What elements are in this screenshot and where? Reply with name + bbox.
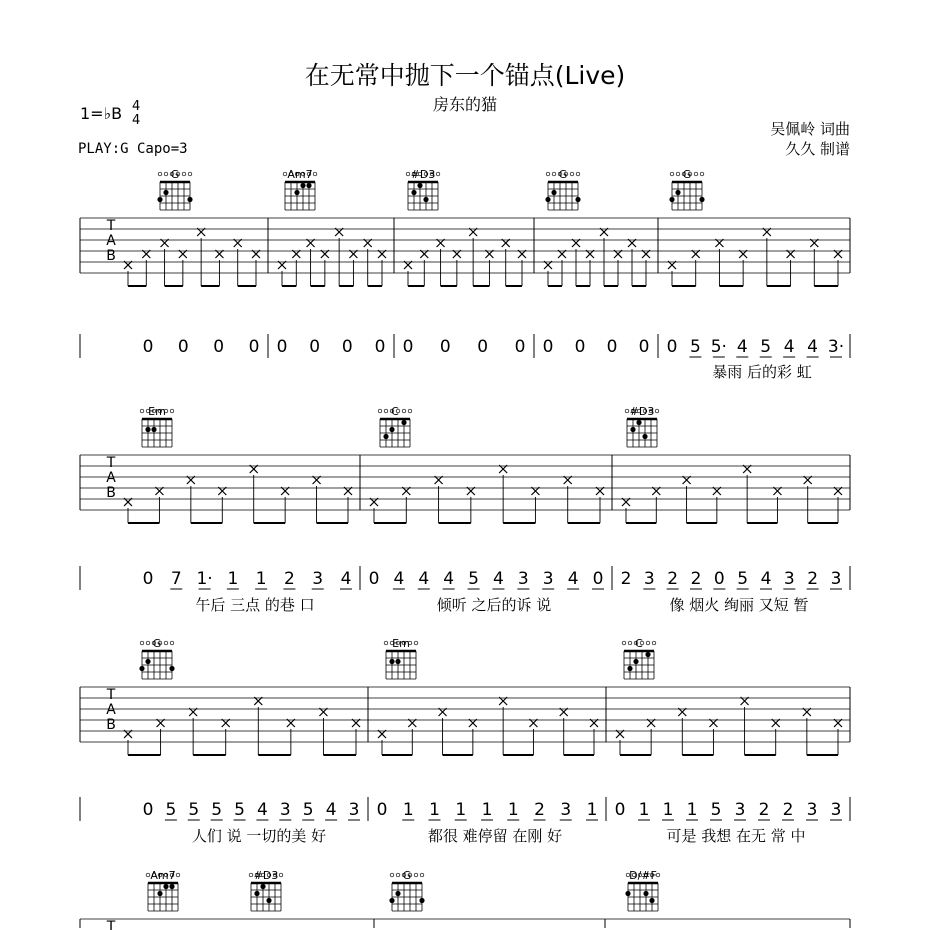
chord-name: G bbox=[152, 637, 162, 650]
jianpu-note: 5 bbox=[760, 337, 772, 357]
open-string-mark bbox=[384, 641, 388, 645]
open-string-mark bbox=[414, 641, 418, 645]
open-string-mark bbox=[146, 873, 150, 877]
jianpu-note: 5 bbox=[468, 569, 479, 589]
jianpu-note: 3 bbox=[806, 800, 818, 820]
chord-finger-dot bbox=[151, 427, 156, 432]
open-string-mark bbox=[655, 409, 659, 413]
tab-letter: A bbox=[106, 470, 116, 486]
chord-name: #D3 bbox=[410, 168, 436, 181]
chord-finger-dot bbox=[643, 891, 648, 896]
jianpu-note: 5 bbox=[710, 800, 722, 820]
chord-diagram bbox=[669, 168, 704, 210]
chord-finger-dot bbox=[669, 197, 674, 202]
tab-letter: T bbox=[106, 455, 116, 471]
chord-name: C bbox=[635, 637, 643, 650]
open-string-mark bbox=[408, 409, 412, 413]
chord-finger-dot bbox=[417, 183, 422, 188]
jianpu-note: 0 bbox=[638, 337, 650, 357]
open-string-mark bbox=[546, 172, 550, 176]
jianpu-note: 0 bbox=[142, 569, 154, 589]
chord-finger-dot bbox=[411, 190, 416, 195]
tab-credit: 久久 制谱 bbox=[785, 140, 850, 158]
jianpu-note: 2 bbox=[758, 800, 770, 820]
jianpu-note: 5 bbox=[690, 337, 701, 357]
jianpu-note: 1 bbox=[586, 800, 598, 820]
chord-finger-dot bbox=[675, 190, 680, 195]
jianpu-note: 1 bbox=[255, 569, 267, 589]
chord-finger-dot bbox=[389, 659, 394, 664]
chord-diagram bbox=[389, 869, 424, 911]
chord-finger-dot bbox=[419, 898, 424, 903]
tab-letter: B bbox=[106, 485, 116, 501]
jianpu-note: 3 bbox=[643, 569, 655, 589]
chord-finger-dot bbox=[389, 427, 394, 432]
chord-finger-dot bbox=[163, 884, 168, 889]
lyric-line: 可是 我想 在无 常 中 bbox=[666, 827, 806, 845]
chord-finger-dot bbox=[294, 190, 299, 195]
chord-finger-dot bbox=[187, 197, 192, 202]
chord-diagram bbox=[545, 168, 580, 210]
chord-finger-dot bbox=[260, 884, 265, 889]
open-string-mark bbox=[182, 172, 186, 176]
jianpu-note: 5· bbox=[710, 337, 727, 357]
open-string-mark bbox=[670, 172, 674, 176]
jianpu-note: 1 bbox=[638, 800, 650, 820]
jianpu-note: 3 bbox=[830, 800, 842, 820]
chord-diagram bbox=[249, 869, 283, 911]
jianpu-note: 3 bbox=[517, 569, 529, 589]
open-string-mark bbox=[390, 873, 394, 877]
open-string-mark bbox=[170, 409, 174, 413]
chord-diagram bbox=[378, 405, 412, 447]
lyric-line: 人们 说 一切的美 好 bbox=[191, 827, 327, 845]
jianpu-note: 3 bbox=[560, 800, 572, 820]
open-string-mark bbox=[622, 641, 626, 645]
open-string-mark bbox=[140, 409, 144, 413]
chord-finger-dot bbox=[699, 197, 704, 202]
chord-diagram bbox=[406, 168, 440, 210]
jianpu-note: 0 bbox=[142, 800, 154, 820]
lyric-line: 像 烟火 绚丽 又短 暂 bbox=[669, 596, 809, 614]
jianpu-note: 2 bbox=[534, 800, 545, 820]
tab-letter: T bbox=[106, 218, 116, 234]
chord-name: Am7 bbox=[150, 869, 176, 882]
chord-finger-dot bbox=[157, 891, 162, 896]
chord-name: Em bbox=[392, 637, 410, 650]
open-string-mark bbox=[396, 873, 400, 877]
chord-finger-dot bbox=[157, 197, 162, 202]
chord-diagram bbox=[622, 637, 656, 679]
jianpu-note: 0 bbox=[574, 337, 586, 357]
tab-letter: T bbox=[106, 687, 116, 703]
open-string-mark bbox=[378, 409, 382, 413]
jianpu-note: 4 bbox=[257, 800, 268, 820]
chord-finger-dot bbox=[389, 898, 394, 903]
open-string-mark bbox=[384, 409, 388, 413]
chord-diagram bbox=[283, 168, 317, 210]
play-capo-info: PLAY:G Capo=3 bbox=[78, 141, 188, 157]
jianpu-note: 1 bbox=[455, 800, 467, 820]
lyric-line: 午后 三点 的巷 口 bbox=[195, 596, 315, 614]
chord-name: #D3 bbox=[253, 869, 279, 882]
jianpu-note: 0 bbox=[614, 800, 626, 820]
chord-finger-dot bbox=[649, 898, 654, 903]
tab-letter: B bbox=[106, 248, 116, 264]
jianpu-note: 4 bbox=[736, 337, 748, 357]
jianpu-note: 4 bbox=[340, 569, 352, 589]
jianpu-note: 0 bbox=[213, 337, 225, 357]
jianpu-note: 0 bbox=[402, 337, 414, 357]
open-string-mark bbox=[652, 641, 656, 645]
jianpu-note: 3 bbox=[783, 569, 795, 589]
open-string-mark bbox=[164, 172, 168, 176]
jianpu-note: 0 bbox=[368, 569, 380, 589]
chord-name: G bbox=[170, 168, 180, 181]
chord-finger-dot bbox=[630, 427, 635, 432]
open-string-mark bbox=[628, 641, 632, 645]
jianpu-note: 1 bbox=[429, 800, 440, 820]
chord-finger-dot bbox=[545, 197, 550, 202]
jianpu-note: 4 bbox=[783, 337, 795, 357]
jianpu-note: 1 bbox=[507, 800, 519, 820]
chord-finger-dot bbox=[306, 183, 311, 188]
jianpu-note: 0 bbox=[309, 337, 321, 357]
chord-finger-dot bbox=[383, 434, 388, 439]
open-string-mark bbox=[188, 172, 192, 176]
open-string-mark bbox=[420, 873, 424, 877]
open-string-mark bbox=[313, 172, 317, 176]
jianpu-note: 4 bbox=[493, 569, 504, 589]
chord-finger-dot bbox=[401, 420, 406, 425]
jianpu-note: 5 bbox=[234, 800, 245, 820]
jianpu-note: 0 bbox=[592, 569, 604, 589]
time-signature-bottom: 4 bbox=[132, 113, 141, 128]
open-string-mark bbox=[676, 172, 680, 176]
open-string-mark bbox=[283, 172, 287, 176]
jianpu-note: 5 bbox=[302, 800, 314, 820]
chord-finger-dot bbox=[145, 427, 150, 432]
open-string-mark bbox=[249, 873, 253, 877]
open-string-mark bbox=[158, 172, 162, 176]
chord-finger-dot bbox=[163, 190, 168, 195]
jianpu-note: 4 bbox=[807, 337, 818, 357]
song-title: 在无常中抛下一个锚点(Live) bbox=[304, 61, 626, 90]
chord-finger-dot bbox=[300, 183, 305, 188]
jianpu-note: 1 bbox=[481, 800, 493, 820]
key-label: 1=♭B bbox=[80, 104, 123, 123]
chord-diagram bbox=[625, 405, 659, 447]
open-string-mark bbox=[176, 873, 180, 877]
jianpu-note: 5 bbox=[211, 800, 223, 820]
jianpu-note: 0 bbox=[248, 337, 260, 357]
jianpu-note: 0 bbox=[374, 337, 386, 357]
chord-finger-dot bbox=[636, 420, 641, 425]
jianpu-note: 7 bbox=[170, 569, 182, 589]
open-string-mark bbox=[700, 172, 704, 176]
jianpu-note: 1 bbox=[686, 800, 698, 820]
jianpu-note: 4 bbox=[760, 569, 772, 589]
lyric-line: 都很 难停留 在刚 好 bbox=[427, 827, 563, 845]
chord-name: #D3 bbox=[629, 405, 655, 418]
chord-name: D/#F bbox=[629, 869, 657, 882]
chord-name: G bbox=[402, 869, 412, 882]
chord-diagram bbox=[140, 405, 174, 447]
open-string-mark bbox=[552, 172, 556, 176]
tab-letter: A bbox=[106, 702, 116, 718]
jianpu-note: 5 bbox=[737, 569, 749, 589]
chord-name: G bbox=[558, 168, 568, 181]
jianpu-note: 4 bbox=[325, 800, 337, 820]
chord-name: C bbox=[391, 405, 399, 418]
chord-finger-dot bbox=[139, 666, 144, 671]
jianpu-note: 4 bbox=[393, 569, 405, 589]
jianpu-note: 3 bbox=[830, 569, 842, 589]
jianpu-note: 2 bbox=[667, 569, 679, 589]
jianpu-note: 2 bbox=[620, 569, 632, 589]
jianpu-note: 0 bbox=[177, 337, 189, 357]
jianpu-note: 3 bbox=[348, 800, 360, 820]
chord-diagram bbox=[146, 869, 180, 911]
tab-letter: B bbox=[106, 717, 116, 733]
open-string-mark bbox=[436, 172, 440, 176]
chord-name: Em bbox=[148, 405, 166, 418]
jianpu-note: 0 bbox=[276, 337, 288, 357]
chord-finger-dot bbox=[633, 659, 638, 664]
chord-name: G bbox=[682, 168, 692, 181]
open-string-mark bbox=[140, 641, 144, 645]
jianpu-note: 1 bbox=[227, 569, 239, 589]
chord-finger-dot bbox=[395, 891, 400, 896]
jianpu-note: 3 bbox=[312, 569, 324, 589]
open-string-mark bbox=[406, 172, 410, 176]
jianpu-note: 3 bbox=[734, 800, 746, 820]
chord-finger-dot bbox=[423, 197, 428, 202]
tab-letter: T bbox=[106, 919, 116, 930]
tab-letter: A bbox=[106, 233, 116, 249]
open-string-mark bbox=[694, 172, 698, 176]
lyric-line: 倾听 之后的诉 说 bbox=[436, 596, 552, 614]
chord-diagram bbox=[625, 869, 659, 911]
open-string-mark bbox=[625, 409, 629, 413]
chord-finger-dot bbox=[145, 659, 150, 664]
lyrics-credit: 吴佩岭 词曲 bbox=[770, 120, 850, 138]
jianpu-note: 0 bbox=[376, 800, 388, 820]
open-string-mark bbox=[570, 172, 574, 176]
jianpu-note: 0 bbox=[606, 337, 618, 357]
jianpu-note: 5 bbox=[165, 800, 177, 820]
open-string-mark bbox=[646, 641, 650, 645]
open-string-mark bbox=[414, 873, 418, 877]
jianpu-note: 3 bbox=[279, 800, 291, 820]
chord-finger-dot bbox=[575, 197, 580, 202]
chord-diagram bbox=[139, 637, 174, 679]
jianpu-note: 0 bbox=[713, 569, 725, 589]
jianpu-note: 0 bbox=[542, 337, 554, 357]
chord-diagram bbox=[384, 637, 418, 679]
jianpu-note: 3· bbox=[827, 337, 845, 357]
chord-finger-dot bbox=[169, 884, 174, 889]
jianpu-note: 0 bbox=[477, 337, 489, 357]
jianpu-note: 4 bbox=[443, 569, 455, 589]
jianpu-note: 1· bbox=[196, 569, 213, 589]
open-string-mark bbox=[279, 873, 283, 877]
open-string-mark bbox=[402, 409, 406, 413]
chord-name: Am7 bbox=[287, 168, 313, 181]
chord-finger-dot bbox=[551, 190, 556, 195]
chord-diagram bbox=[157, 168, 192, 210]
jianpu-note: 0 bbox=[666, 337, 678, 357]
jianpu-note: 0 bbox=[341, 337, 353, 357]
jianpu-note: 2 bbox=[690, 569, 702, 589]
jianpu-note: 4 bbox=[418, 569, 430, 589]
chord-finger-dot bbox=[254, 891, 259, 896]
lyric-line: 暴雨 后的彩 虹 bbox=[712, 363, 812, 381]
jianpu-note: 3 bbox=[542, 569, 554, 589]
chord-finger-dot bbox=[627, 666, 632, 671]
artist-name: 房东的猫 bbox=[432, 95, 497, 114]
jianpu-note: 2 bbox=[807, 569, 819, 589]
open-string-mark bbox=[170, 641, 174, 645]
chord-finger-dot bbox=[642, 434, 647, 439]
chord-finger-dot bbox=[169, 666, 174, 671]
chord-finger-dot bbox=[266, 898, 271, 903]
open-string-mark bbox=[576, 172, 580, 176]
jianpu-note: 1 bbox=[402, 800, 414, 820]
chord-finger-dot bbox=[395, 659, 400, 664]
time-signature-top: 4 bbox=[132, 99, 141, 114]
jianpu-note: 0 bbox=[142, 337, 154, 357]
open-string-mark bbox=[164, 641, 168, 645]
jianpu-note: 5 bbox=[188, 800, 200, 820]
jianpu-note: 0 bbox=[514, 337, 526, 357]
jianpu-note: 1 bbox=[662, 800, 674, 820]
chord-finger-dot bbox=[645, 652, 650, 657]
jianpu-note: 2 bbox=[284, 569, 295, 589]
jianpu-note: 2 bbox=[782, 800, 794, 820]
chord-finger-dot bbox=[625, 891, 630, 896]
jianpu-note: 0 bbox=[439, 337, 451, 357]
jianpu-note: 4 bbox=[567, 569, 579, 589]
open-string-mark bbox=[146, 641, 150, 645]
